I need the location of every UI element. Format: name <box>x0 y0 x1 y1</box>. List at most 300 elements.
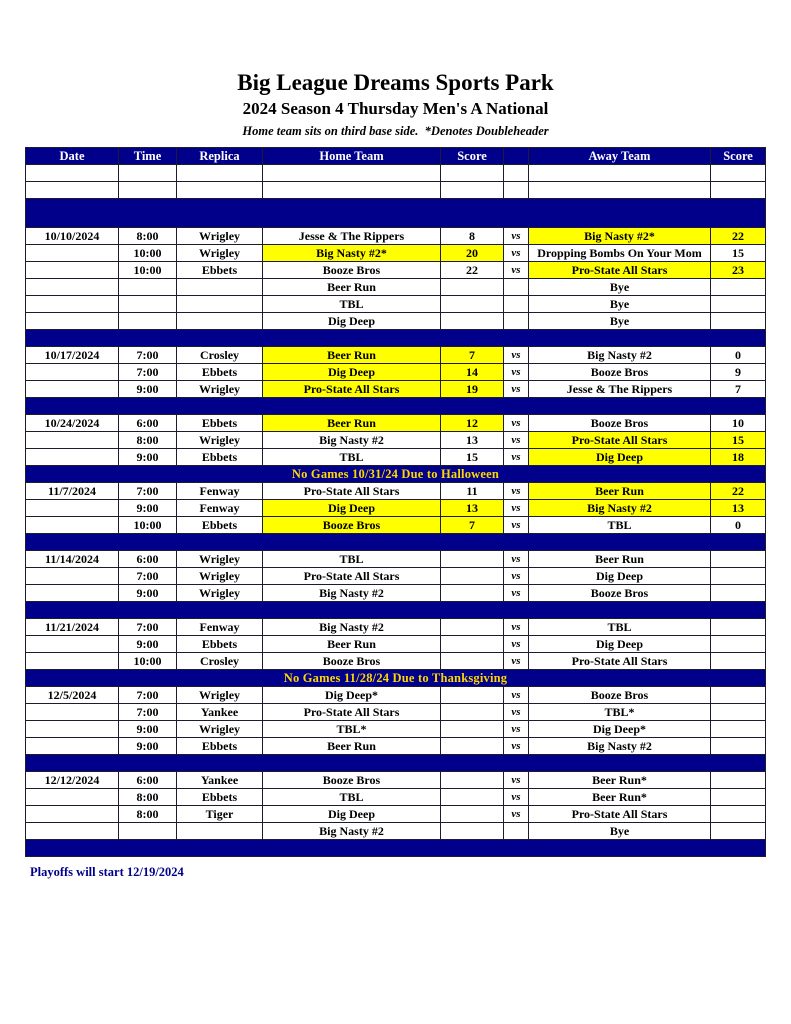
vs-cell: vs <box>504 262 529 279</box>
home-score-cell <box>441 585 504 602</box>
date-cell <box>26 262 119 279</box>
date-cell <box>26 789 119 806</box>
time-cell: 9:00 <box>119 381 177 398</box>
playoffs-note: Playoffs will start 12/19/2024 <box>30 865 184 879</box>
vs-cell <box>504 165 529 182</box>
home-team-cell: Dig Deep <box>263 364 441 381</box>
home-score-cell <box>441 568 504 585</box>
home-score-cell <box>441 165 504 182</box>
away-team-cell: Bye <box>529 279 711 296</box>
away-score-cell <box>711 279 766 296</box>
time-cell <box>119 823 177 840</box>
home-team-cell: Beer Run <box>263 738 441 755</box>
home-score-cell: 20 <box>441 245 504 262</box>
replica-cell: Ebbets <box>177 364 263 381</box>
separator-band <box>26 840 766 857</box>
col-header-away-team: Away Team <box>529 148 711 165</box>
game-row <box>26 364 766 381</box>
away-score-cell <box>711 789 766 806</box>
away-team-cell: TBL <box>529 619 711 636</box>
vs-cell: vs <box>504 381 529 398</box>
away-team-cell: Beer Run <box>529 483 711 500</box>
date-cell <box>26 636 119 653</box>
home-team-cell: Booze Bros <box>263 772 441 789</box>
time-cell: 10:00 <box>119 262 177 279</box>
page-subtitle: 2024 Season 4 Thursday Men's A National <box>242 99 549 118</box>
away-score-cell <box>711 636 766 653</box>
game-row <box>26 500 766 517</box>
away-score-cell <box>711 165 766 182</box>
date-cell <box>26 704 119 721</box>
game-row <box>26 483 766 500</box>
replica-cell: Wrigley <box>177 687 263 704</box>
separator-band <box>26 602 766 619</box>
away-team-cell: Booze Bros <box>529 687 711 704</box>
away-score-cell: 18 <box>711 449 766 466</box>
notice-text: No Games 10/31/24 Due to Halloween <box>26 466 766 483</box>
away-score-cell <box>711 721 766 738</box>
vs-cell: vs <box>504 721 529 738</box>
time-cell: 9:00 <box>119 721 177 738</box>
home-score-cell: 7 <box>441 347 504 364</box>
vs-cell: vs <box>504 653 529 670</box>
replica-cell: Ebbets <box>177 789 263 806</box>
home-score-cell: 15 <box>441 449 504 466</box>
away-team-cell: Bye <box>529 313 711 330</box>
game-row <box>26 636 766 653</box>
vs-cell: vs <box>504 551 529 568</box>
away-team-cell: Dig Deep <box>529 449 711 466</box>
home-score-cell: 12 <box>441 415 504 432</box>
home-score-cell: 19 <box>441 381 504 398</box>
home-score-cell: 13 <box>441 500 504 517</box>
vs-cell: vs <box>504 806 529 823</box>
replica-cell: Ebbets <box>177 415 263 432</box>
home-team-cell: Big Nasty #2 <box>263 619 441 636</box>
replica-cell: Wrigley <box>177 245 263 262</box>
replica-cell: Wrigley <box>177 721 263 738</box>
replica-cell: Wrigley <box>177 432 263 449</box>
game-row <box>26 296 766 313</box>
game-row <box>26 381 766 398</box>
game-row <box>26 313 766 330</box>
time-cell <box>119 296 177 313</box>
time-cell: 7:00 <box>119 619 177 636</box>
home-score-cell <box>441 551 504 568</box>
vs-cell: vs <box>504 619 529 636</box>
game-row <box>26 551 766 568</box>
time-cell: 9:00 <box>119 585 177 602</box>
date-cell: 10/10/2024 <box>26 228 119 245</box>
separator-band <box>26 398 766 415</box>
time-cell: 10:00 <box>119 517 177 534</box>
vs-cell: vs <box>504 245 529 262</box>
date-cell <box>26 568 119 585</box>
away-team-cell: Booze Bros <box>529 415 711 432</box>
away-score-cell <box>711 296 766 313</box>
away-team-cell: Beer Run* <box>529 772 711 789</box>
date-cell: 12/5/2024 <box>26 687 119 704</box>
date-cell <box>26 449 119 466</box>
time-cell: 7:00 <box>119 704 177 721</box>
date-cell <box>26 585 119 602</box>
home-score-cell <box>441 636 504 653</box>
time-cell: 8:00 <box>119 432 177 449</box>
home-team-cell: Pro-State All Stars <box>263 568 441 585</box>
away-score-cell <box>711 738 766 755</box>
home-score-cell <box>441 806 504 823</box>
away-team-cell: Big Nasty #2 <box>529 738 711 755</box>
home-team-cell <box>263 165 441 182</box>
vs-cell: vs <box>504 517 529 534</box>
notice-text: No Games 11/28/24 Due to Thanksgiving <box>26 670 766 687</box>
replica-cell: Fenway <box>177 483 263 500</box>
away-team-cell: Booze Bros <box>529 364 711 381</box>
vs-cell: vs <box>504 347 529 364</box>
away-score-cell <box>711 551 766 568</box>
date-cell <box>26 500 119 517</box>
away-team-cell: Bye <box>529 296 711 313</box>
schedule-header <box>26 148 766 165</box>
vs-cell: vs <box>504 687 529 704</box>
away-score-cell <box>711 823 766 840</box>
home-team-cell: Pro-State All Stars <box>263 381 441 398</box>
vs-cell: vs <box>504 500 529 517</box>
home-score-cell <box>441 738 504 755</box>
replica-cell <box>177 279 263 296</box>
away-score-cell: 22 <box>711 228 766 245</box>
away-team-cell: Dropping Bombs On Your Mom <box>529 245 711 262</box>
date-cell <box>26 296 119 313</box>
replica-cell: Wrigley <box>177 551 263 568</box>
col-header-date: Date <box>26 148 119 165</box>
schedule-body <box>26 165 766 857</box>
home-score-cell: 13 <box>441 432 504 449</box>
time-cell <box>119 165 177 182</box>
away-team-cell: Beer Run* <box>529 789 711 806</box>
col-header-home-score: Score <box>441 148 504 165</box>
away-team-cell: TBL* <box>529 704 711 721</box>
game-row <box>26 687 766 704</box>
away-team-cell <box>529 182 711 199</box>
date-cell <box>26 517 119 534</box>
schedule-table <box>25 147 766 857</box>
replica-cell: Fenway <box>177 500 263 517</box>
vs-cell: vs <box>504 364 529 381</box>
separator-row <box>26 534 766 551</box>
away-score-cell <box>711 653 766 670</box>
away-team-cell <box>529 165 711 182</box>
home-score-cell <box>441 182 504 199</box>
game-row <box>26 279 766 296</box>
home-score-cell: 8 <box>441 228 504 245</box>
separator-band <box>26 199 766 228</box>
home-team-cell: Booze Bros <box>263 653 441 670</box>
replica-cell: Ebbets <box>177 262 263 279</box>
game-row <box>26 772 766 789</box>
home-score-cell: 14 <box>441 364 504 381</box>
replica-cell: Yankee <box>177 772 263 789</box>
vs-cell <box>504 279 529 296</box>
away-score-cell: 0 <box>711 517 766 534</box>
date-cell: 11/21/2024 <box>26 619 119 636</box>
replica-cell: Wrigley <box>177 585 263 602</box>
replica-cell <box>177 313 263 330</box>
vs-cell: vs <box>504 415 529 432</box>
away-team-cell: Pro-State All Stars <box>529 262 711 279</box>
home-team-cell <box>263 182 441 199</box>
separator-band <box>26 755 766 772</box>
col-header-time: Time <box>119 148 177 165</box>
away-score-cell: 23 <box>711 262 766 279</box>
away-score-cell: 13 <box>711 500 766 517</box>
vs-cell <box>504 296 529 313</box>
game-row <box>26 738 766 755</box>
away-team-cell: Big Nasty #2 <box>529 347 711 364</box>
date-cell <box>26 313 119 330</box>
vs-cell: vs <box>504 772 529 789</box>
home-score-cell: 7 <box>441 517 504 534</box>
separator-row <box>26 330 766 347</box>
game-row <box>26 619 766 636</box>
date-cell: 10/17/2024 <box>26 347 119 364</box>
date-cell <box>26 364 119 381</box>
replica-cell: Ebbets <box>177 517 263 534</box>
away-score-cell: 15 <box>711 432 766 449</box>
replica-cell: Wrigley <box>177 381 263 398</box>
date-cell <box>26 823 119 840</box>
time-cell: 6:00 <box>119 772 177 789</box>
game-row <box>26 653 766 670</box>
away-score-cell <box>711 772 766 789</box>
game-row <box>26 415 766 432</box>
home-score-cell <box>441 687 504 704</box>
time-cell: 7:00 <box>119 347 177 364</box>
vs-cell: vs <box>504 568 529 585</box>
away-score-cell: 0 <box>711 347 766 364</box>
replica-cell <box>177 823 263 840</box>
away-team-cell: TBL <box>529 517 711 534</box>
game-row <box>26 228 766 245</box>
vs-cell <box>504 313 529 330</box>
replica-cell: Yankee <box>177 704 263 721</box>
away-team-cell: Booze Bros <box>529 585 711 602</box>
home-team-cell: Dig Deep <box>263 500 441 517</box>
home-team-cell: Big Nasty #2 <box>263 585 441 602</box>
home-team-cell: Beer Run <box>263 636 441 653</box>
game-row <box>26 262 766 279</box>
date-cell <box>26 182 119 199</box>
home-team-cell: Big Nasty #2 <box>263 432 441 449</box>
home-team-cell: TBL <box>263 449 441 466</box>
home-score-cell <box>441 313 504 330</box>
home-team-cell: TBL* <box>263 721 441 738</box>
away-team-cell: Dig Deep <box>529 568 711 585</box>
separator-row <box>26 199 766 228</box>
away-team-cell: Big Nasty #2* <box>529 228 711 245</box>
vs-cell <box>504 823 529 840</box>
replica-cell: Ebbets <box>177 636 263 653</box>
replica-cell: Ebbets <box>177 738 263 755</box>
time-cell <box>119 313 177 330</box>
away-score-cell <box>711 806 766 823</box>
time-cell: 9:00 <box>119 500 177 517</box>
game-row <box>26 721 766 738</box>
away-score-cell <box>711 619 766 636</box>
date-cell: 11/14/2024 <box>26 551 119 568</box>
home-team-cell: Dig Deep <box>263 313 441 330</box>
away-team-cell: Big Nasty #2 <box>529 500 711 517</box>
game-row <box>26 245 766 262</box>
away-score-cell <box>711 704 766 721</box>
replica-cell <box>177 296 263 313</box>
date-cell <box>26 165 119 182</box>
vs-cell: vs <box>504 789 529 806</box>
time-cell: 7:00 <box>119 483 177 500</box>
game-row <box>26 347 766 364</box>
replica-cell: Crosley <box>177 653 263 670</box>
home-score-cell <box>441 279 504 296</box>
replica-cell: Crosley <box>177 347 263 364</box>
time-cell: 7:00 <box>119 364 177 381</box>
away-team-cell: Dig Deep* <box>529 721 711 738</box>
game-row <box>26 585 766 602</box>
game-row <box>26 517 766 534</box>
home-team-cell: Dig Deep* <box>263 687 441 704</box>
date-cell <box>26 381 119 398</box>
home-team-cell: Booze Bros <box>263 262 441 279</box>
replica-cell <box>177 165 263 182</box>
away-score-cell: 15 <box>711 245 766 262</box>
date-cell <box>26 721 119 738</box>
game-row <box>26 568 766 585</box>
home-team-cell: Pro-State All Stars <box>263 704 441 721</box>
time-cell: 7:00 <box>119 568 177 585</box>
time-cell: 8:00 <box>119 789 177 806</box>
page-title: Big League Dreams Sports Park <box>237 70 554 95</box>
date-cell <box>26 738 119 755</box>
home-score-cell <box>441 789 504 806</box>
vs-cell: vs <box>504 432 529 449</box>
home-score-cell <box>441 619 504 636</box>
date-cell <box>26 279 119 296</box>
home-team-cell: Dig Deep <box>263 806 441 823</box>
home-score-cell: 11 <box>441 483 504 500</box>
separator-row <box>26 840 766 857</box>
blank-row <box>26 182 766 199</box>
home-score-cell <box>441 653 504 670</box>
game-row <box>26 823 766 840</box>
vs-cell: vs <box>504 585 529 602</box>
time-cell: 7:00 <box>119 687 177 704</box>
legend-note: Home team sits on third base side. *Denotes Doubleheader <box>242 124 549 138</box>
time-cell: 9:00 <box>119 449 177 466</box>
home-score-cell <box>441 823 504 840</box>
replica-cell: Ebbets <box>177 449 263 466</box>
away-team-cell: Jesse & The Rippers <box>529 381 711 398</box>
blank-row <box>26 165 766 182</box>
vs-cell: vs <box>504 449 529 466</box>
vs-cell: vs <box>504 704 529 721</box>
col-header-replica: Replica <box>177 148 263 165</box>
away-score-cell <box>711 687 766 704</box>
replica-cell: Tiger <box>177 806 263 823</box>
vs-cell: vs <box>504 483 529 500</box>
away-score-cell <box>711 182 766 199</box>
col-header-home-team: Home Team <box>263 148 441 165</box>
date-cell: 11/7/2024 <box>26 483 119 500</box>
time-cell <box>119 279 177 296</box>
home-team-cell: TBL <box>263 296 441 313</box>
vs-cell: vs <box>504 636 529 653</box>
col-header-away-score: Score <box>711 148 766 165</box>
home-team-cell: TBL <box>263 551 441 568</box>
separator-row <box>26 398 766 415</box>
game-row <box>26 449 766 466</box>
away-score-cell: 9 <box>711 364 766 381</box>
away-team-cell: Pro-State All Stars <box>529 653 711 670</box>
game-row <box>26 432 766 449</box>
replica-cell: Fenway <box>177 619 263 636</box>
separator-band <box>26 330 766 347</box>
date-cell <box>26 806 119 823</box>
game-row <box>26 789 766 806</box>
time-cell: 8:00 <box>119 806 177 823</box>
game-row <box>26 704 766 721</box>
notice-row <box>26 466 766 483</box>
notice-row <box>26 670 766 687</box>
away-team-cell: Pro-State All Stars <box>529 432 711 449</box>
replica-cell: Wrigley <box>177 568 263 585</box>
vs-cell: vs <box>504 228 529 245</box>
home-team-cell: Jesse & The Rippers <box>263 228 441 245</box>
time-cell: 9:00 <box>119 636 177 653</box>
time-cell: 8:00 <box>119 228 177 245</box>
time-cell: 10:00 <box>119 245 177 262</box>
home-team-cell: Booze Bros <box>263 517 441 534</box>
time-cell: 6:00 <box>119 551 177 568</box>
away-score-cell: 10 <box>711 415 766 432</box>
home-score-cell: 22 <box>441 262 504 279</box>
away-score-cell <box>711 585 766 602</box>
header-row <box>26 148 766 165</box>
replica-cell <box>177 182 263 199</box>
date-cell: 10/24/2024 <box>26 415 119 432</box>
away-team-cell: Pro-State All Stars <box>529 806 711 823</box>
away-score-cell: 22 <box>711 483 766 500</box>
date-cell <box>26 245 119 262</box>
time-cell: 6:00 <box>119 415 177 432</box>
away-score-cell <box>711 313 766 330</box>
away-team-cell: Beer Run <box>529 551 711 568</box>
separator-band <box>26 534 766 551</box>
home-score-cell <box>441 721 504 738</box>
date-cell <box>26 653 119 670</box>
separator-row <box>26 602 766 619</box>
time-cell: 9:00 <box>119 738 177 755</box>
away-team-cell: Dig Deep <box>529 636 711 653</box>
home-team-cell: Pro-State All Stars <box>263 483 441 500</box>
away-score-cell: 7 <box>711 381 766 398</box>
game-row <box>26 806 766 823</box>
col-header-vs <box>504 148 529 165</box>
vs-cell: vs <box>504 738 529 755</box>
time-cell: 10:00 <box>119 653 177 670</box>
away-score-cell <box>711 568 766 585</box>
time-cell <box>119 182 177 199</box>
home-score-cell <box>441 296 504 313</box>
date-cell: 12/12/2024 <box>26 772 119 789</box>
